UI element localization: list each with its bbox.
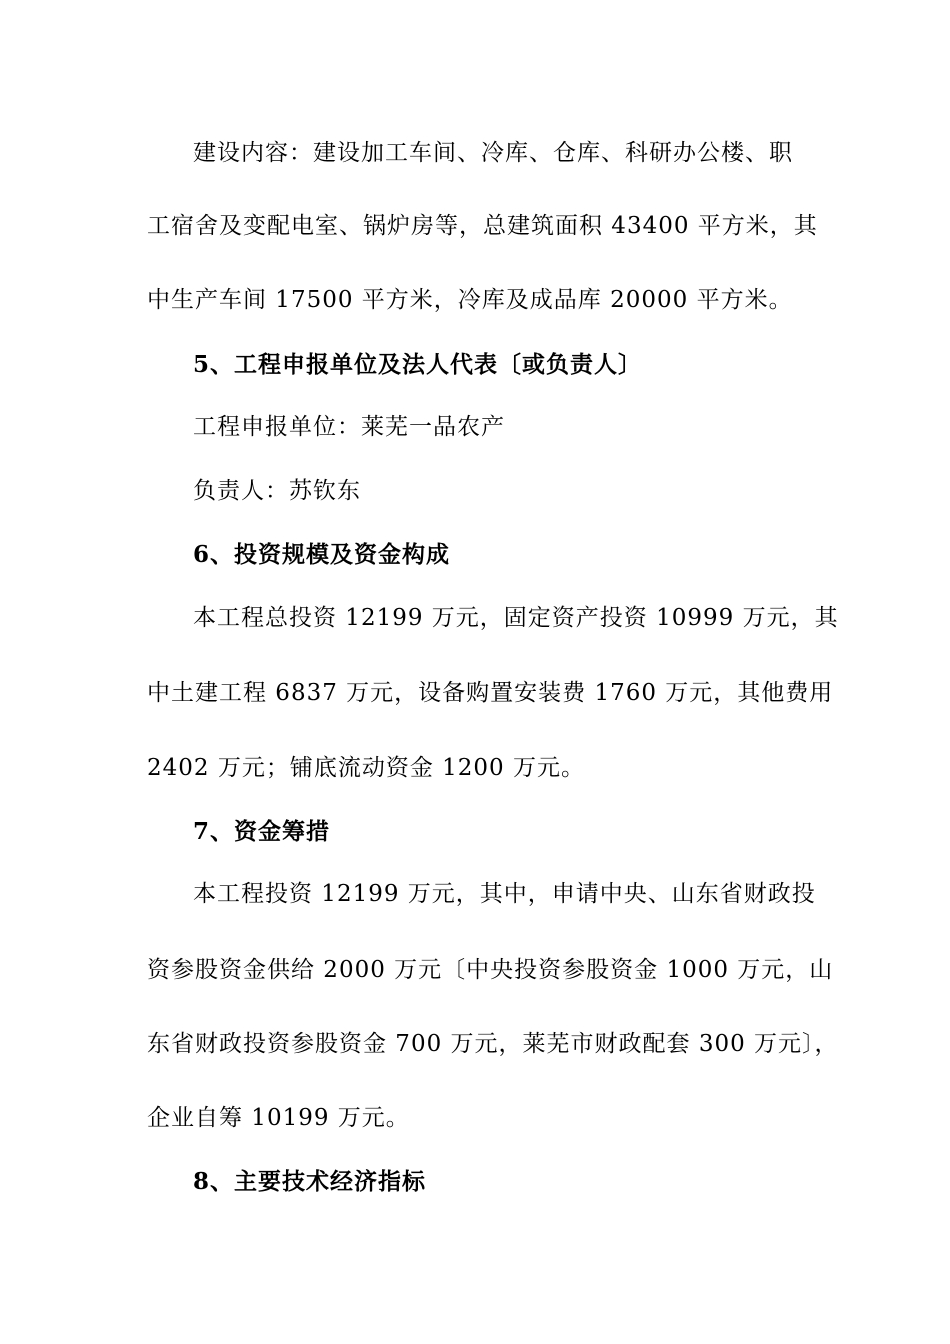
paragraph-funding-line-1: 本工程投资 12199 万元，其中，申请中央、山东省财政投 xyxy=(193,881,816,907)
responsible-person-line: 负责人：苏钦东 xyxy=(193,478,361,504)
paragraph-funding-line-2: 资参股资金供给 2000 万元〔中央投资参股资金 1000 万元，山 xyxy=(147,957,834,983)
section-heading-5: 5、工程申报单位及法人代表〔或负责人〕 xyxy=(193,351,643,378)
paragraph-investment-line-2: 中土建工程 6837 万元，设备购置安装费 1760 万元，其他费用 xyxy=(147,680,834,706)
paragraph-investment-line-3: 2402 万元；铺底流动资金 1200 万元。 xyxy=(147,755,585,781)
paragraph-construction-line-2: 工宿舍及变配电室、锅炉房等，总建筑面积 43400 平方米，其 xyxy=(147,213,818,239)
section-heading-7: 7、资金筹措 xyxy=(193,818,331,845)
paragraph-funding-line-3: 东省财政投资参股资金 700 万元，莱芜市财政配套 300 万元〕， xyxy=(147,1031,839,1057)
applicant-unit-line: 工程申报单位：莱芜一品农产 xyxy=(193,414,505,440)
paragraph-construction-line-3: 中生产车间 17500 平方米，冷库及成品库 20000 平方米。 xyxy=(147,287,793,313)
paragraph-investment-line-1: 本工程总投资 12199 万元，固定资产投资 10999 万元，其 xyxy=(193,605,839,631)
paragraph-funding-line-4: 企业自筹 10199 万元。 xyxy=(147,1105,410,1131)
section-heading-6: 6、投资规模及资金构成 xyxy=(193,541,451,568)
paragraph-construction-line-1: 建设内容：建设加工车间、冷库、仓库、科研办公楼、职 xyxy=(193,140,793,166)
section-heading-8: 8、主要技术经济指标 xyxy=(193,1168,427,1195)
